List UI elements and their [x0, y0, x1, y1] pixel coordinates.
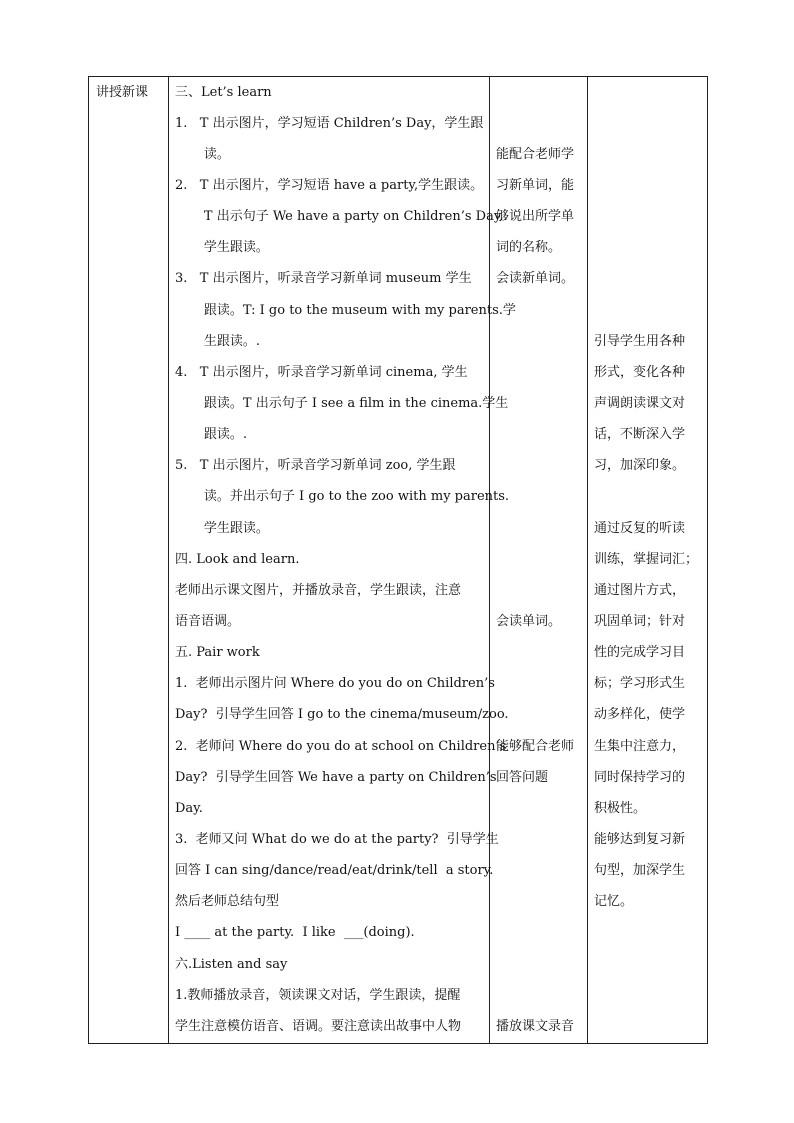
design-intent-cell [588, 77, 708, 1044]
design-line: 引导学生用各种 [594, 334, 686, 349]
design-line: 标；学习形式生 [594, 676, 686, 691]
process-line: 跟读。T: I go to the museum with my parents.学 [175, 303, 516, 318]
student-line: 习新单词，能 [496, 178, 575, 193]
student-line: 词的名称。 [496, 240, 562, 255]
process-line: 学生跟读。 [175, 521, 269, 536]
design-line: 习，加深印象。 [594, 458, 686, 473]
process-line: Day. [175, 801, 203, 816]
design-line: 话，不断深入学 [594, 427, 686, 442]
process-line: 然后老师总结句型 [175, 894, 280, 909]
process-line: 4. T 出示图片，听录音学习新单词 cinema, 学生 [175, 365, 468, 380]
process-line: 五. Pair work [175, 645, 260, 660]
design-line: 句型，加深学生 [594, 863, 686, 878]
process-line: 跟读。. [175, 427, 248, 442]
process-line: 六.Listen and say [175, 957, 288, 972]
design-line: 训练，掌握词汇； [594, 552, 699, 567]
process-line: 四. Look and learn. [175, 552, 300, 567]
design-line: 声调朗读课文对 [594, 396, 686, 411]
process-line: 读。 [175, 147, 230, 162]
design-line: 通过反复的听读 [594, 521, 686, 536]
process-line: 3. T 出示图片，听录音学习新单词 museum 学生 [175, 271, 472, 286]
process-line: 1. T 出示图片，学习短语 Children’s Day，学生跟 [175, 116, 484, 131]
teaching-process-cell [169, 77, 516, 1044]
stage-label: 讲授新课 [96, 85, 149, 100]
design-line: 积极性。 [594, 801, 647, 816]
table-row [89, 77, 708, 1044]
process-line: 2. 老师问 Where do you do at school on Children’s [175, 739, 507, 754]
stage-cell [89, 77, 169, 1044]
design-line: 形式，变化各种 [594, 365, 686, 380]
process-line: T 出示句子 We have a party on Children’s Day.. [175, 209, 508, 224]
student-line: 会读单词。 [496, 614, 562, 629]
process-line: Day? 引导学生回答 We have a party on Children’s [175, 770, 497, 785]
process-line: I ____ at the party. I like ___(doing). [175, 925, 415, 940]
design-line: 同时保持学习的 [594, 770, 686, 785]
student-line: 能配合老师学 [496, 147, 575, 162]
lesson-plan-table [88, 76, 708, 1044]
process-line: 语音语调。 [175, 614, 241, 629]
process-line: 三、Let’s learn [175, 85, 272, 100]
process-line: 学生注意模仿语音、语调。要注意读出故事中人物 [175, 1019, 462, 1034]
process-line: 回答 I can sing/dance/read/eat/drink/tell a story. [175, 863, 494, 878]
design-line: 能够达到复习新 [594, 832, 686, 847]
student-line: 播放课文录音 [496, 1019, 575, 1034]
process-line: 生跟读。. [175, 334, 261, 349]
design-line: 记忆。 [594, 894, 634, 909]
student-line: 会读新单词。 [496, 271, 575, 286]
process-line: 1. 老师出示图片问 Where do you do on Children’s [175, 676, 495, 691]
process-line: 学生跟读。 [175, 240, 269, 255]
process-line: 5. T 出示图片，听录音学习新单词 zoo, 学生跟 [175, 458, 456, 473]
design-line: 性的完成学习目 [594, 645, 686, 660]
process-line: Day? 引导学生回答 I go to the cinema/museum/zoo. [175, 707, 509, 722]
process-line: 跟读。T 出示句子 I see a film in the cinema.学生 [175, 396, 509, 411]
design-line: 动多样化，使学 [594, 707, 686, 722]
student-line: 能够配合老师 [496, 739, 575, 754]
design-line: 生集中注意力， [594, 739, 686, 754]
design-line: 巩固单词；针对 [594, 614, 686, 629]
design-line: 通过图片方式， [594, 583, 686, 598]
student-activity-cell [490, 77, 588, 1044]
process-line: 读。并出示句子 I go to the zoo with my parents. [175, 489, 510, 504]
process-line: 2. T 出示图片，学习短语 have a party,学生跟读。 [175, 178, 484, 193]
student-line: 回答问题 [496, 770, 549, 785]
process-line: 3. 老师又问 What do we do at the party? 引导学生 [175, 832, 499, 847]
process-line: 1.教师播放录音，领读课文对话，学生跟读，提醒 [175, 988, 461, 1003]
student-line: 够说出所学单 [496, 209, 575, 224]
process-line: 老师出示课文图片，并播放录音，学生跟读，注意 [175, 583, 462, 598]
